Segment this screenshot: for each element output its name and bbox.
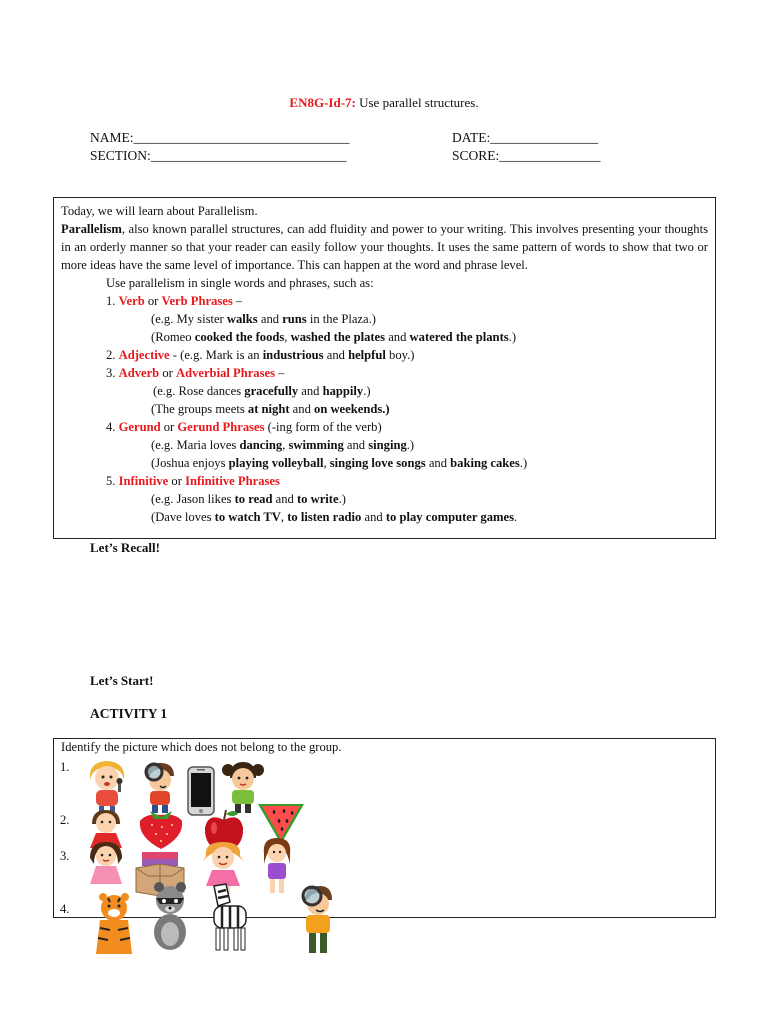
girl-standing-icon[interactable] xyxy=(260,836,294,894)
lesson-intro: Today, we will learn about Parallelism. xyxy=(61,204,258,218)
parallelism-definition xyxy=(61,220,708,274)
item-adjective: 2. Adjective - (e.g. Mark is an industrious and helpful boy.) xyxy=(106,348,415,362)
example-verb-2: (Romeo cooked the foods, washed the plates and watered the plants.) xyxy=(151,330,517,344)
lets-recall-heading: Let’s Recall! xyxy=(90,540,160,555)
zebra-icon[interactable] xyxy=(204,882,254,952)
item-number-4: 4. xyxy=(60,902,70,916)
activity-heading: ACTIVITY 1 xyxy=(90,706,168,721)
lesson-box xyxy=(53,197,716,539)
item-gerund: 4. Gerund or Gerund Phrases (-ing form of the verb) xyxy=(106,420,382,434)
example-adverb-1: (e.g. Rose dances gracefully and happily.) xyxy=(153,384,371,398)
girl-pink-dress-icon[interactable] xyxy=(84,840,128,884)
boy-magnifier-icon-2[interactable] xyxy=(296,882,340,956)
example-infinitive-2: (Dave loves to watch TV, to listen radio and to play computer games. xyxy=(151,510,518,524)
item-number-2: 2. xyxy=(60,813,70,827)
strawberry-icon[interactable] xyxy=(132,805,190,851)
example-gerund-1: (e.g. Maria loves dancing, swimming and singing.) xyxy=(151,438,415,452)
item-adverb: 3. Adverb or Adverbial Phrases – xyxy=(106,366,285,380)
tiger-icon[interactable] xyxy=(88,892,140,958)
objective-header xyxy=(0,95,768,111)
definition-text: , also known parallel structures, can add fluidity and power to your writing. This involves presenting your thoughts in an orderly manner so that your reader can easily follow your thoughts. It uses the same pattern of words to show that two or more ideas have the same level of importance. This can happen at the word and phrase level. xyxy=(61,222,708,272)
score-field[interactable]: SCORE:_______________ xyxy=(452,148,601,163)
date-field[interactable]: DATE:________________ xyxy=(452,130,599,145)
section-field[interactable]: SECTION:_____________________________ xyxy=(90,148,347,163)
item-infinitive: 5. Infinitive or Infinitive Phrases xyxy=(106,474,280,488)
example-adverb-2: (The groups meets at night and on weekends.) xyxy=(151,402,390,416)
lets-start-heading: Let’s Start! xyxy=(90,673,154,688)
item-number-3: 3. xyxy=(60,849,70,863)
raccoon-icon[interactable] xyxy=(146,882,194,952)
definition-term: Parallelism xyxy=(61,222,122,236)
girl-singing-icon[interactable] xyxy=(82,758,132,813)
example-infinitive-1: (e.g. Jason likes to read and to write.) xyxy=(151,492,346,506)
competency-code: EN8G-Id-7: xyxy=(289,95,356,110)
name-field[interactable]: NAME:________________________________ xyxy=(90,130,350,145)
activity-instruction: Identify the picture which does not belong to the group. xyxy=(61,740,342,754)
example-gerund-2: (Joshua enjoys playing volleyball, singing love songs and baking cakes.) xyxy=(151,456,528,470)
example-verb-1: (e.g. My sister walks and runs in the Plaza.) xyxy=(151,312,376,326)
item-number-1: 1. xyxy=(60,760,70,774)
objective-text: Use parallel structures. xyxy=(355,95,479,110)
use-line: Use parallelism in single words and phrases, such as: xyxy=(106,276,374,290)
item-verb: 1. Verb or Verb Phrases – xyxy=(106,294,243,308)
